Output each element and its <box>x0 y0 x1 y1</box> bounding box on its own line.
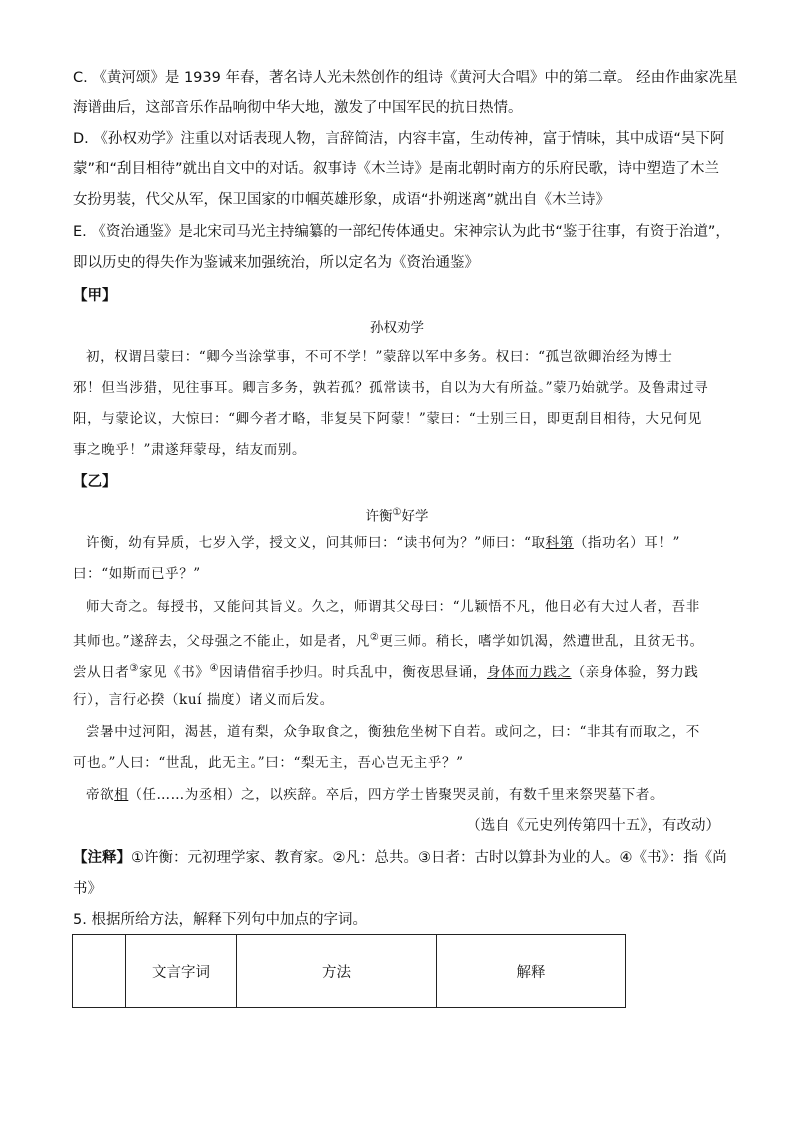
section-yi-label: 【乙】 <box>73 474 117 490</box>
yi-p4-text-a: 帝欲 <box>86 787 115 803</box>
footnote-mark-3: ③ <box>129 663 139 674</box>
yi-p1-text-b: （指功名）耳！” <box>573 535 681 551</box>
option-e-line-1: E. 《资治通鉴》是北宋司马光主持编纂的一部纪传体通史。宋神宗认为此书“鉴于往事，有资于治道”， <box>73 224 730 240</box>
yi-p2-line-3 <box>73 659 698 683</box>
table-header-explanation: 解释 <box>437 935 626 1008</box>
yi-p4-text-b: （任……为丞相）之，以疾辞。卒后，四方学士皆聚哭灵前，有数千里来祭哭墓下者。 <box>128 787 665 803</box>
yi-p2-text-f: （亲身体验，努力践 <box>571 664 699 681</box>
yi-title <box>0 503 794 527</box>
jia-line-4: 事之晚乎！”肃遂拜蒙母，结友而别。 <box>73 442 307 458</box>
yi-p2-line-2 <box>73 628 704 652</box>
source-citation: （选自《元史列传第四十五》，有改动） <box>466 818 720 834</box>
answer-table <box>72 934 626 1008</box>
section-jia-label: 【甲】 <box>73 288 117 304</box>
notes-line-1 <box>73 848 727 868</box>
yi-p2-line-4: 行），言行必揆（kuí 揣度）诸义而后发。 <box>73 692 334 708</box>
footnote-mark-1: ① <box>392 507 402 518</box>
notes-line-2: 书》 <box>73 881 102 897</box>
table-header-word: 文言字词 <box>126 935 237 1008</box>
yi-p3-line-1: 尝暑中过河阳，渴甚，道有梨，众争取食之，衡独危坐树下自若。或问之，曰：“非其有而取之，不 <box>86 724 700 740</box>
yi-underlined-xiang: 相 <box>114 787 129 803</box>
jia-line-3: 阳，与蒙论议，大惊曰：“卿今者才略，非复吴下阿蒙！”蒙曰：“士别三日，即更刮目相待，大兄何见 <box>73 411 702 427</box>
yi-p4-line-1 <box>86 785 664 805</box>
yi-title-rest: 好学 <box>401 508 429 525</box>
question-5-stem: 5. 根据所给方法，解释下列句中加点的字词。 <box>73 912 367 928</box>
option-e-line-2: 即以历史的得失作为鉴诫来加强统治，所以定名为《资治通鉴》 <box>73 255 479 271</box>
option-c-line-2: 海谱曲后，这部音乐作品响彻中华大地，激发了中国军民的抗日热情。 <box>73 100 523 116</box>
option-c-line-1: C. 《黄河颂》是 1939 年春，著名诗人光未然创作的组诗《黄河大合唱》中的第二章。 经由作曲家冼星 <box>73 70 738 86</box>
footnote-mark-4: ④ <box>209 663 220 674</box>
footnote-mark-2: ② <box>369 632 380 643</box>
yi-underlined-phrase: 身体而力践之 <box>486 664 572 681</box>
notes-label: 【注释】 <box>73 850 131 866</box>
yi-p2-text-e: 因请借宿手抄归。时兵乱中，衡夜思昼诵， <box>219 664 487 681</box>
jia-line-1: 初，权谓吕蒙曰：“卿今当涂掌事，不可不学！”蒙辞以军中多务。权曰：“孤岂欲卿治经为博士 <box>86 349 673 365</box>
yi-p1-text-a: 许衡，幼有异质，七岁入学，授文义，问其师曰：“读书何为？”师曰：“取 <box>86 535 546 551</box>
yi-p2-text-b: 更三师。稍长，嗜学如饥渴，然遭世乱，且贫无书。 <box>379 633 704 650</box>
yi-p2-text-c: 尝从日者 <box>73 664 130 681</box>
yi-p3-line-2: 可也。”人曰：“世乱，此无主。”曰：“梨无主，吾心岂无主乎？” <box>73 755 464 771</box>
yi-p2-text-a: 其师也。”遂辞去，父母强之不能止，如是者，凡 <box>73 633 370 650</box>
table-header-method: 方法 <box>237 935 437 1008</box>
yi-p1-line-2: 曰：“如斯而已乎？” <box>73 566 201 582</box>
yi-p2-line-1: 师大奇之。每授书，又能问其旨义。久之，师谓其父母曰：“儿颖悟不凡，他日必有大过人者，吾非 <box>86 599 700 615</box>
jia-line-2: 邪！但当涉猎，见往事耳。卿言多务，孰若孤？孤常读书，自以为大有所益。”蒙乃始就学。及鲁肃过寻 <box>73 380 709 396</box>
option-d-line-1: D. 《孙权劝学》注重以对话表现人物，言辞简洁，内容丰富，生动传神，富于情味，其中成语“吴下阿 <box>73 131 725 147</box>
table-cell-blank <box>73 935 126 1008</box>
yi-p2-text-d: 家见《书》 <box>138 664 210 681</box>
yi-underlined-keju: 科第 <box>545 535 574 551</box>
yi-p1-line-1 <box>86 533 680 553</box>
table-row <box>73 935 626 1008</box>
option-d-line-3: 女扮男装，代父从军，保卫国家的巾帼英雄形象，成语“扑朔迷离”就出自《木兰诗》 <box>73 192 611 208</box>
notes-text: ①许衡：元初理学家、教育家。②凡：总共。③日者：古时以算卦为业的人。④《书》：指《尚 <box>131 850 727 866</box>
option-d-line-2: 蒙”和“刮目相待”就出自文中的对话。叙事诗《木兰诗》是南北朝时南方的乐府民歌，诗中塑造了木兰 <box>73 161 720 177</box>
yi-title-name: 许衡 <box>365 508 393 525</box>
jia-title: 孙权劝学 <box>370 320 424 336</box>
